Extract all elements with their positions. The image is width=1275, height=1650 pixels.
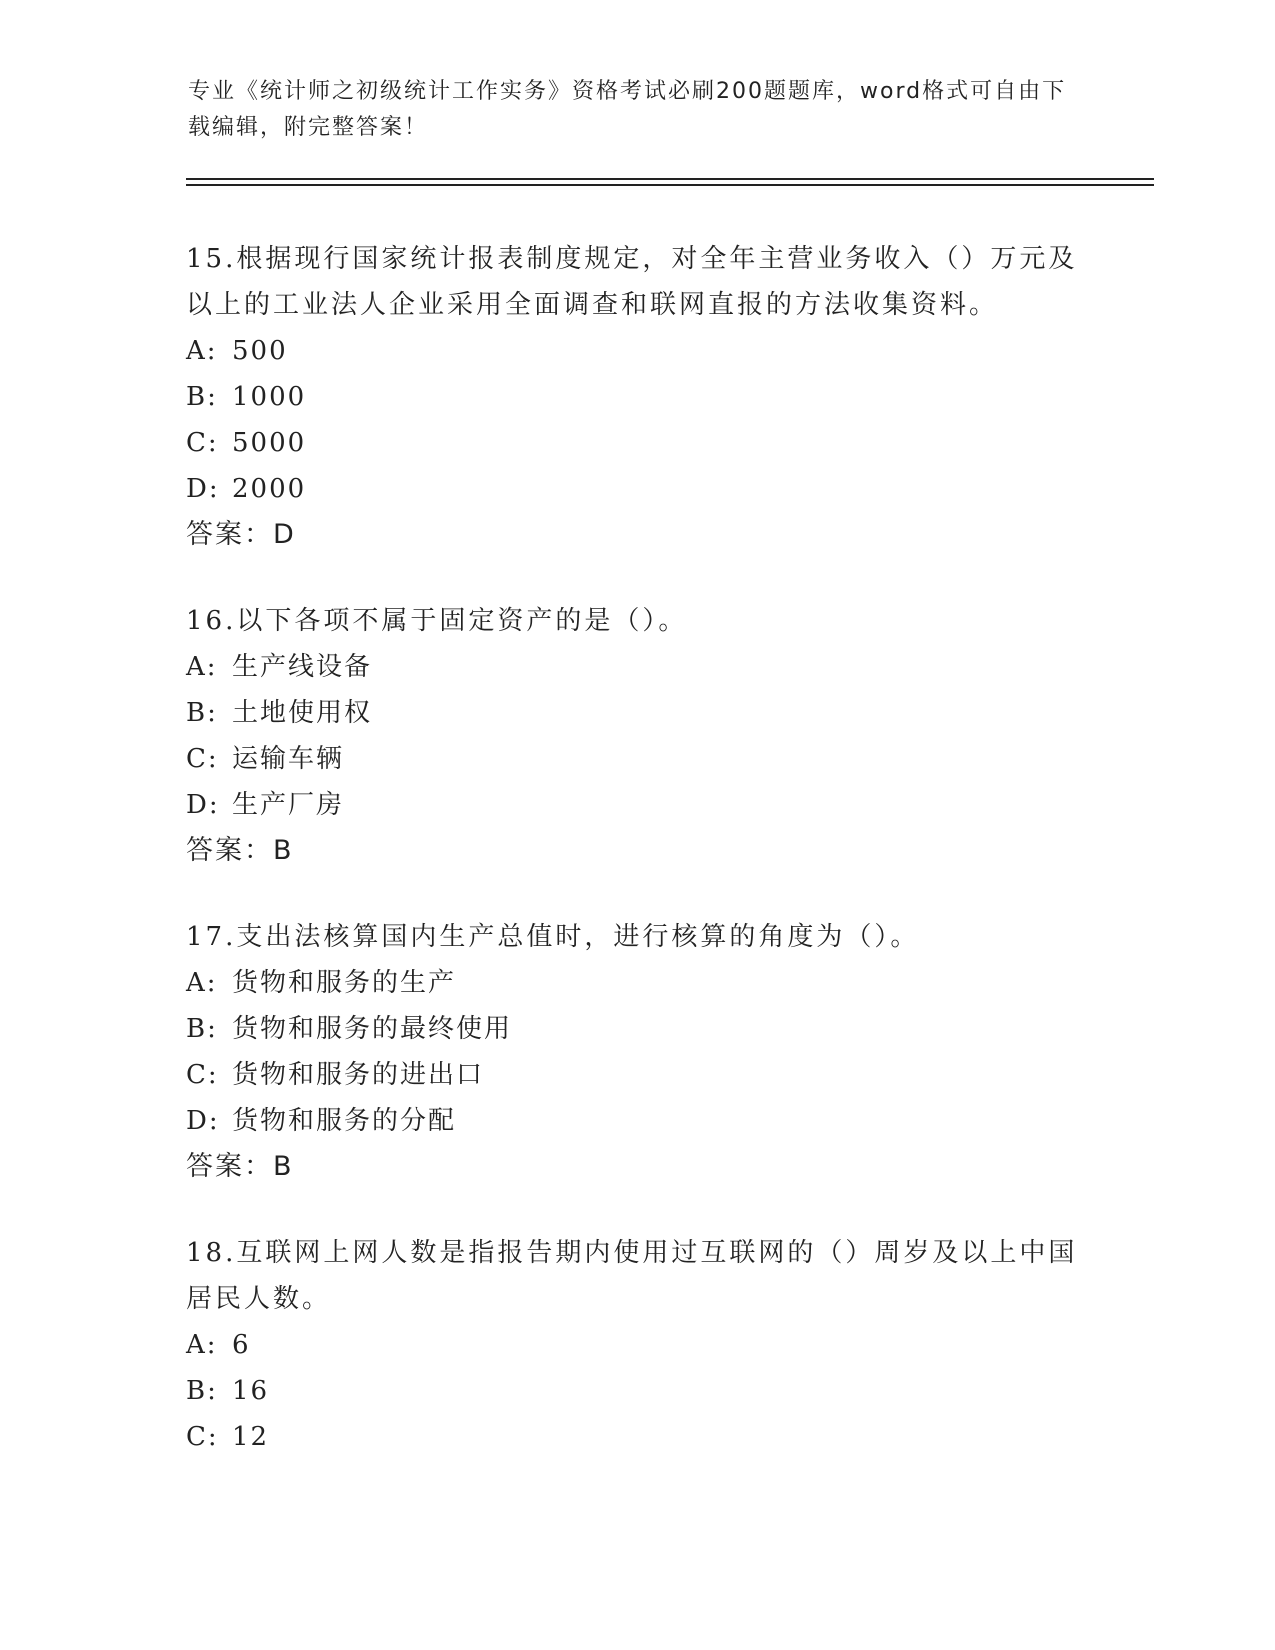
answer-line: 答案：B xyxy=(186,835,294,866)
option-text: 货物和服务的最终使用 xyxy=(232,1014,513,1044)
option-d xyxy=(186,782,1106,828)
option-label: B: xyxy=(186,1376,218,1406)
question-list xyxy=(186,236,1106,1500)
header-divider-top xyxy=(186,178,1154,180)
document-header: 专业《统计师之初级统计工作实务》资格考试必刷200题题库，word格式可自由下载编辑，附完整答案！ xyxy=(188,79,1067,140)
option-b xyxy=(186,1006,1106,1052)
option-label: B: xyxy=(186,382,218,412)
option-label: B: xyxy=(186,1014,218,1044)
option-label: C: xyxy=(186,428,219,458)
answer-line: 答案：D xyxy=(186,519,296,550)
question-text: 15.根据现行国家统计报表制度规定，对全年主营业务收入（）万元及以上的工业法人企业采用全面调查和联网直报的方法收集资料。 xyxy=(186,244,1078,320)
option-a xyxy=(186,960,1106,1006)
option-label: C: xyxy=(186,744,219,774)
question-text: 17.支出法核算国内生产总值时，进行核算的角度为（）。 xyxy=(186,922,920,952)
option-label: B: xyxy=(186,698,218,728)
option-text: 货物和服务的分配 xyxy=(232,1106,457,1136)
option-label: A: xyxy=(186,968,218,998)
option-text: 生产厂房 xyxy=(232,790,345,820)
option-label: A: xyxy=(186,336,218,366)
option-c xyxy=(186,736,1106,782)
option-label: C: xyxy=(186,1060,219,1090)
option-text: 货物和服务的生产 xyxy=(232,968,457,998)
question-text: 18.互联网上网人数是指报告期内使用过互联网的（）周岁及以上中国居民人数。 xyxy=(186,1238,1078,1314)
option-text: 6 xyxy=(232,1330,251,1360)
option-d xyxy=(186,1098,1106,1144)
option-b xyxy=(186,1368,1106,1414)
answer-line: 答案：B xyxy=(186,1151,294,1182)
option-label: A: xyxy=(186,652,218,682)
option-text: 1000 xyxy=(232,382,307,412)
option-a xyxy=(186,644,1106,690)
question-15 xyxy=(186,236,1106,558)
option-c xyxy=(186,1414,1106,1460)
option-label: D: xyxy=(186,474,220,504)
option-text: 运输车辆 xyxy=(232,744,345,774)
option-label: C: xyxy=(186,1422,219,1452)
option-label: D: xyxy=(186,790,220,820)
option-a xyxy=(186,328,1106,374)
question-text: 16.以下各项不属于固定资产的是（）。 xyxy=(186,606,688,636)
option-label: A: xyxy=(186,1330,218,1360)
option-text: 5000 xyxy=(232,428,307,458)
option-d xyxy=(186,466,1106,512)
option-text: 生产线设备 xyxy=(232,652,373,682)
option-text: 货物和服务的进出口 xyxy=(232,1060,485,1090)
option-text: 12 xyxy=(232,1422,270,1452)
option-label: D: xyxy=(186,1106,220,1136)
header-divider-bottom xyxy=(186,184,1154,186)
option-c xyxy=(186,420,1106,466)
option-text: 土地使用权 xyxy=(232,698,373,728)
question-18 xyxy=(186,1230,1106,1460)
option-b xyxy=(186,690,1106,736)
question-16 xyxy=(186,598,1106,874)
option-b xyxy=(186,374,1106,420)
option-a xyxy=(186,1322,1106,1368)
question-17 xyxy=(186,914,1106,1190)
option-text: 2000 xyxy=(232,474,307,504)
option-c xyxy=(186,1052,1106,1098)
option-text: 16 xyxy=(232,1376,270,1406)
option-text: 500 xyxy=(232,336,288,366)
